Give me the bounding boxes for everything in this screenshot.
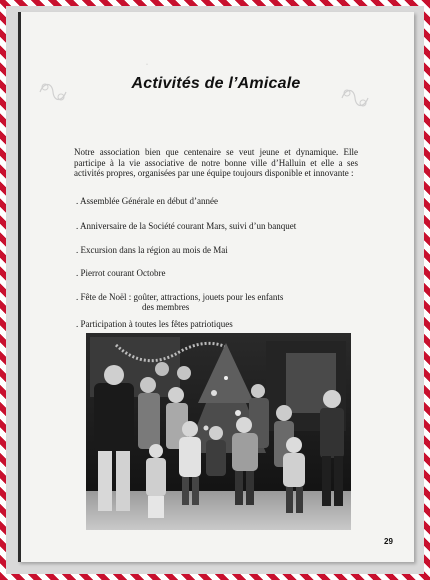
activity-item: . Anniversaire de la Société courant Mars, suivi d’un banquet [76, 221, 297, 231]
activity-item: . Participation à toutes les fêtes patriotiques [76, 319, 233, 329]
group-photo-image [86, 333, 351, 530]
document-page [18, 12, 414, 562]
page-mark: · [146, 62, 148, 68]
activity-item-continuation: des membres [142, 302, 190, 312]
page-number: 29 [384, 537, 393, 546]
intro-paragraph: Notre association bien que centenaire se veut jeune et dynamique. Elle participe à la vie associative de notre bonne ville d’Halluin et elle a ses activités propres, organisées par une équipe toujours disponible et innovante : [74, 147, 358, 178]
activity-item: . Fête de Noël : goûter, attractions, jouets pour les enfants [76, 292, 284, 302]
activity-item: . Excursion dans la région au mois de Mai [76, 245, 228, 255]
page-binding-edge [18, 12, 21, 562]
page-title: Activités de l’Amicale [131, 75, 301, 92]
activity-item: . Assemblée Générale en début d’année [76, 196, 218, 206]
group-photo [86, 333, 351, 530]
activity-item: . Pierrot courant Octobre [76, 268, 166, 278]
